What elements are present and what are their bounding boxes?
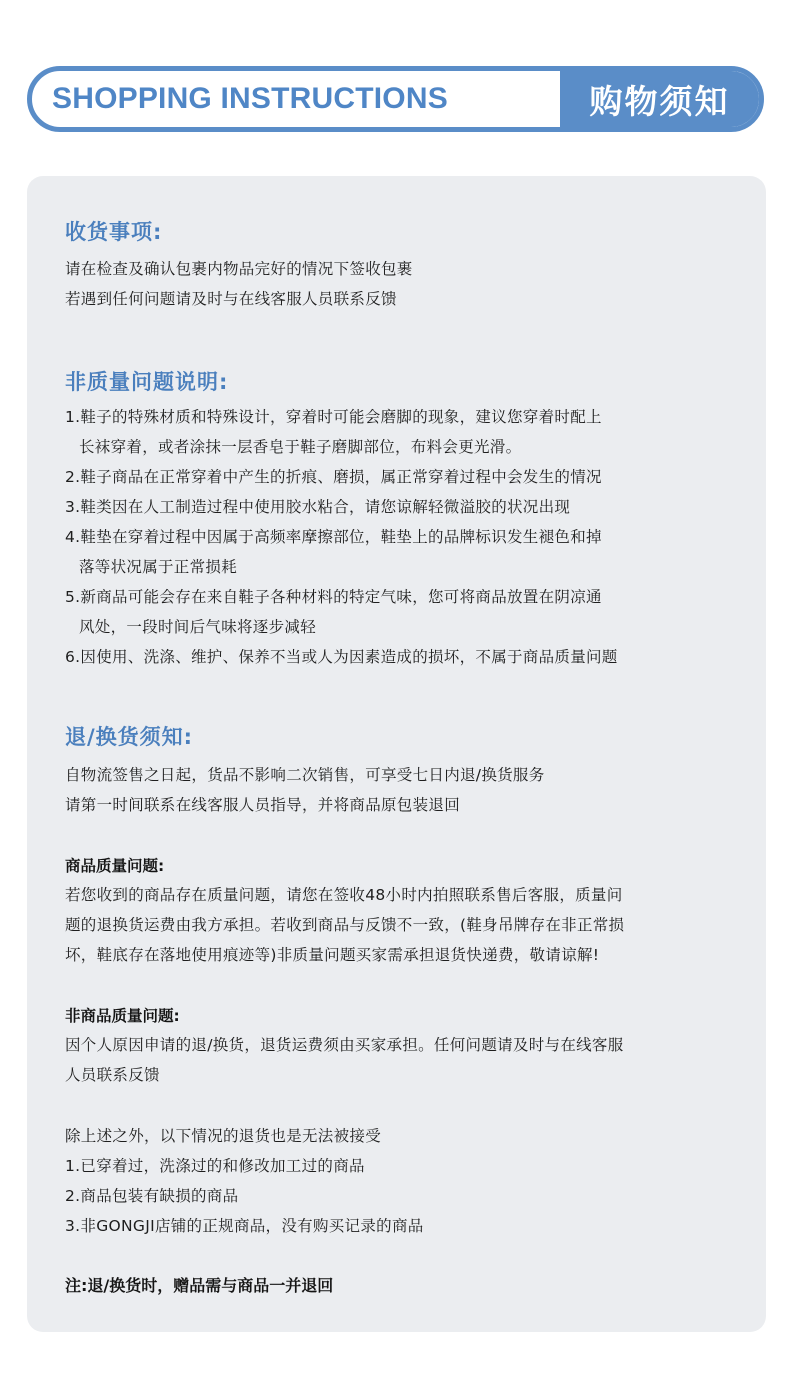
non-quality-line: 5.新商品可能会存在来自鞋子各种材料的特定气味，您可将商品放置在阴凉通: [65, 588, 602, 606]
non-quality-title: 非质量问题说明:: [65, 370, 229, 394]
instructions-panel: [27, 176, 766, 1332]
non-quality-line: 落等状况属于正常损耗: [79, 558, 238, 576]
returns-intro-line: 自物流签售之日起，货品不影响二次销售，可享受七日内退/换货服务: [65, 766, 545, 784]
exceptions-line: 3.非GONGJI店铺的正规商品，没有购买记录的商品: [65, 1217, 424, 1235]
quality-issue-title: 商品质量问题:: [65, 857, 165, 875]
non-quality-line: 3.鞋类因在人工制造过程中使用胶水粘合，请您谅解轻微溢胶的状况出现: [65, 498, 571, 516]
receiving-line: 若遇到任何问题请及时与在线客服人员联系反馈: [65, 290, 397, 308]
non-quality-line: 2.鞋子商品在正常穿着中产生的折痕、磨损，属正常穿着过程中会发生的情况: [65, 468, 602, 486]
quality-issue-line: 题的退换货运费由我方承担。若收到商品与反馈不一致，(鞋身吊牌存在非正常损: [65, 916, 625, 934]
non-quality-line: 长袜穿着，或者涂抹一层香皂于鞋子磨脚部位，布料会更光滑。: [79, 438, 522, 456]
quality-issue-line: 若您收到的商品存在质量问题，请您在签收48小时内拍照联系售后客服，质量问: [65, 886, 623, 904]
header-banner: [27, 66, 764, 132]
exceptions-line: 除上述之外，以下情况的退货也是无法被接受: [65, 1127, 382, 1145]
receiving-line: 请在检查及确认包裹内物品完好的情况下签收包裹: [65, 260, 413, 278]
returns-intro-line: 请第一时间联系在线客服人员指导，并将商品原包装退回: [65, 796, 461, 814]
header-title-cn: 购物须知: [589, 81, 730, 121]
gift-return-note: 注:退/换货时，赠品需与商品一并退回: [65, 1276, 334, 1295]
header-title-cn-box: [560, 71, 759, 127]
exceptions-line: 1.已穿着过，洗涤过的和修改加工过的商品: [65, 1157, 365, 1175]
non-quality-line: 6.因使用、洗涤、维护、保养不当或人为因素造成的损坏，不属于商品质量问题: [65, 648, 618, 666]
quality-issue-line: 坏，鞋底存在落地使用痕迹等)非质量问题买家需承担退货快递费，敬请谅解!: [65, 946, 600, 964]
non-quality-line: 4.鞋垫在穿着过程中因属于高频率摩擦部位，鞋垫上的品牌标识发生褪色和掉: [65, 528, 602, 546]
non-quality-line: 1.鞋子的特殊材质和特殊设计，穿着时可能会磨脚的现象，建议您穿着时配上: [65, 408, 602, 426]
header-title-en: SHOPPING INSTRUCTIONS: [52, 82, 448, 115]
non-quality-line: 风处，一段时间后气味将逐步减轻: [79, 618, 317, 636]
non-quality-issue-line: 人员联系反馈: [65, 1066, 160, 1084]
non-quality-issue-title: 非商品质量问题:: [65, 1007, 180, 1025]
non-quality-issue-line: 因个人原因申请的退/换货，退货运费须由买家承担。任何问题请及时与在线客服: [65, 1036, 624, 1054]
exceptions-line: 2.商品包装有缺损的商品: [65, 1187, 239, 1205]
receiving-title: 收货事项:: [65, 220, 163, 244]
returns-title: 退/换货须知:: [65, 725, 194, 749]
